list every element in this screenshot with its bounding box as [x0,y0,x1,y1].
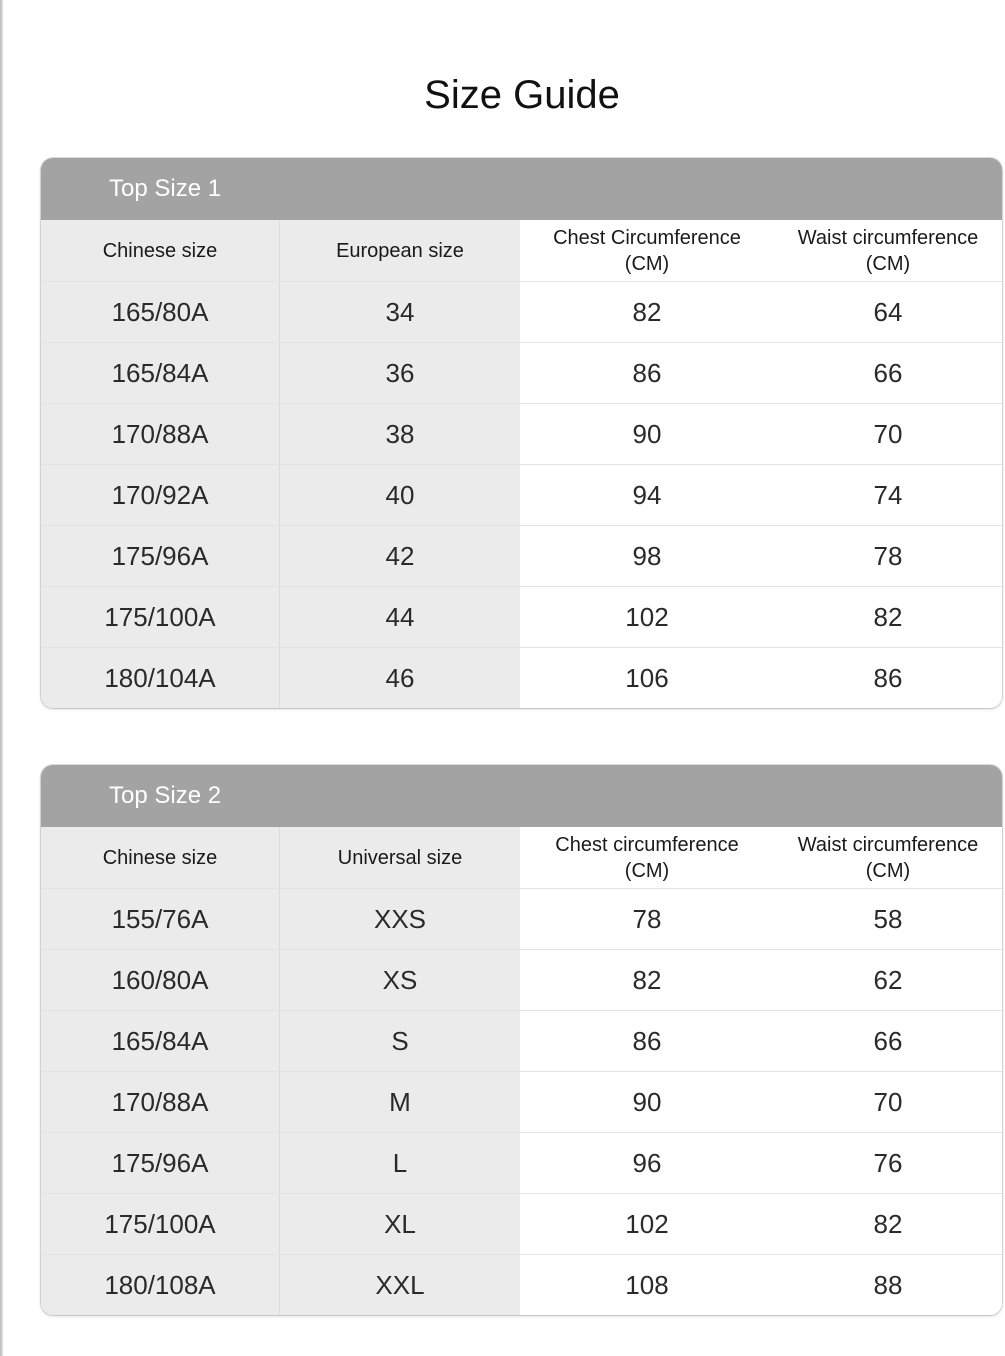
waist-cell: 86 [774,648,1002,708]
chinese-size-cell: 170/88A [41,404,280,464]
waist-cell: 66 [774,343,1002,403]
chest-cell: 86 [520,1011,774,1071]
column-header-waist: Waist circumference (CM) [774,220,1002,281]
chest-cell: 90 [520,404,774,464]
column-header-chest: Chest circumference (CM) [520,827,774,888]
european-size-cell: 36 [280,343,520,403]
chest-cell: 102 [520,1194,774,1254]
chest-cell: 98 [520,526,774,586]
size-table-top-size-2 [41,765,1002,1315]
page-left-edge [0,0,3,1356]
chinese-size-cell: 165/80A [41,282,280,342]
universal-size-cell: XL [280,1194,520,1254]
waist-cell: 82 [774,587,1002,647]
european-size-cell: 42 [280,526,520,586]
chinese-size-cell: 180/104A [41,648,280,708]
column-header-waist: Waist circumference (CM) [774,827,1002,888]
table-row [41,525,1002,586]
table-row [41,647,1002,708]
table-row [41,342,1002,403]
chinese-size-cell: 165/84A [41,343,280,403]
waist-cell: 88 [774,1255,1002,1315]
column-header-chest: Chest Circumference (CM) [520,220,774,281]
column-header-european-size: European size [280,220,520,281]
universal-size-cell: M [280,1072,520,1132]
column-header-row [41,220,1002,281]
table-row [41,949,1002,1010]
table-row [41,1254,1002,1315]
column-header-chinese-size: Chinese size [41,827,280,888]
chinese-size-cell: 160/80A [41,950,280,1010]
universal-size-cell: XXS [280,889,520,949]
chinese-size-cell: 170/88A [41,1072,280,1132]
universal-size-cell: XS [280,950,520,1010]
chest-cell: 90 [520,1072,774,1132]
table-row [41,586,1002,647]
chest-cell: 108 [520,1255,774,1315]
waist-cell: 78 [774,526,1002,586]
waist-cell: 62 [774,950,1002,1010]
chinese-size-cell: 175/100A [41,1194,280,1254]
column-header-chinese-size: Chinese size [41,220,280,281]
chest-cell: 106 [520,648,774,708]
chest-cell: 102 [520,587,774,647]
waist-cell: 76 [774,1133,1002,1193]
chinese-size-cell: 175/100A [41,587,280,647]
table-row [41,281,1002,342]
chinese-size-cell: 175/96A [41,1133,280,1193]
table-row [41,1071,1002,1132]
universal-size-cell: L [280,1133,520,1193]
table-row [41,888,1002,949]
european-size-cell: 34 [280,282,520,342]
waist-cell: 70 [774,1072,1002,1132]
table-row [41,403,1002,464]
table-row [41,464,1002,525]
chest-cell: 82 [520,282,774,342]
table-row [41,1193,1002,1254]
waist-cell: 58 [774,889,1002,949]
chest-cell: 82 [520,950,774,1010]
universal-size-cell: XXL [280,1255,520,1315]
table-row [41,1010,1002,1071]
waist-cell: 66 [774,1011,1002,1071]
european-size-cell: 38 [280,404,520,464]
chinese-size-cell: 175/96A [41,526,280,586]
table-header: Top Size 1 [41,158,1002,220]
waist-cell: 64 [774,282,1002,342]
universal-size-cell: S [280,1011,520,1071]
table-header: Top Size 2 [41,765,1002,827]
page-title: Size Guide [424,73,620,117]
chest-cell: 86 [520,343,774,403]
column-header-row [41,827,1002,888]
chinese-size-cell: 180/108A [41,1255,280,1315]
waist-cell: 70 [774,404,1002,464]
european-size-cell: 44 [280,587,520,647]
size-table-top-size-1 [41,158,1002,708]
chinese-size-cell: 165/84A [41,1011,280,1071]
table-row [41,1132,1002,1193]
chest-cell: 94 [520,465,774,525]
chest-cell: 78 [520,889,774,949]
column-header-universal-size: Universal size [280,827,520,888]
european-size-cell: 46 [280,648,520,708]
european-size-cell: 40 [280,465,520,525]
waist-cell: 74 [774,465,1002,525]
waist-cell: 82 [774,1194,1002,1254]
chinese-size-cell: 155/76A [41,889,280,949]
chest-cell: 96 [520,1133,774,1193]
chinese-size-cell: 170/92A [41,465,280,525]
